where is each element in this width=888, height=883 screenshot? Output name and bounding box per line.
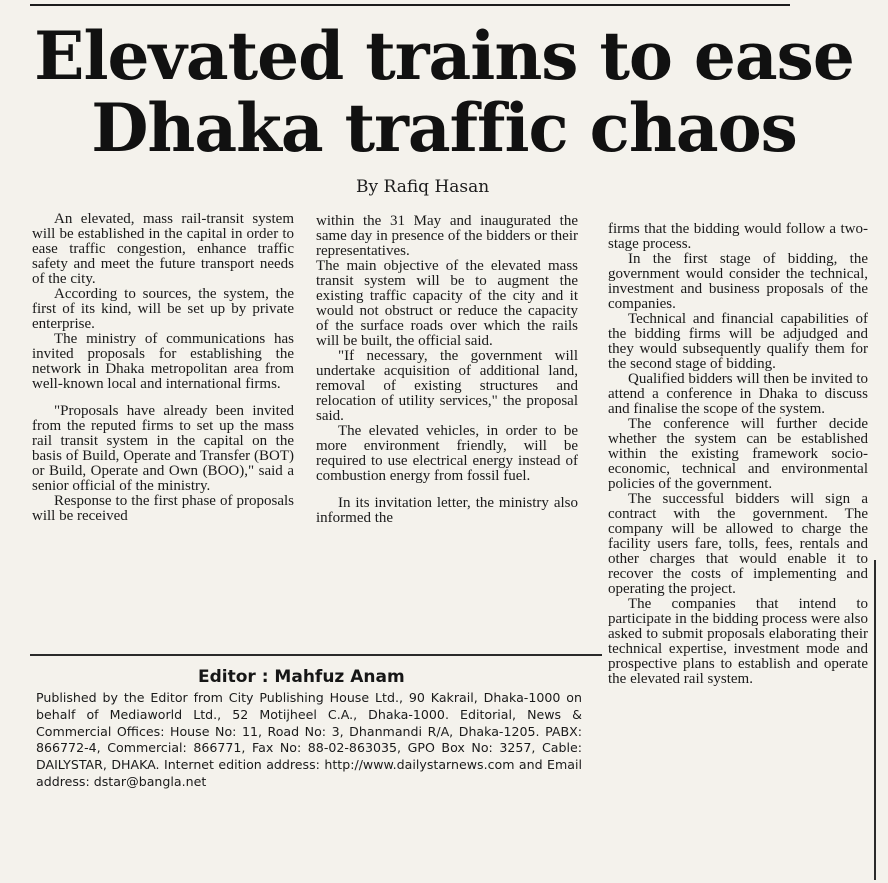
- article-column-3: [608, 222, 868, 687]
- paragraph: "If necessary, the government will undertake acquisition of additional land, removal of existing structures and relocation of utility services," the proposal said.: [316, 348, 578, 424]
- paragraph: The elevated vehicles, in order to be more environment friendly, will be required to use electrical energy instead of combustion energy from fossil fuel.: [316, 423, 578, 484]
- paragraph: The companies that intend to participate in the bidding process were also asked to submit proposals elaborating their technical expertise, investment mode and prospective plans to establish and operate the elevated rail system.: [608, 596, 868, 687]
- editor-name: Editor : Mahfuz Anam: [198, 667, 405, 687]
- paragraph: In its invitation letter, the ministry also informed the: [316, 495, 578, 526]
- paragraph: Response to the first phase of proposals will be received: [32, 493, 294, 524]
- article-column-2: [316, 214, 578, 526]
- publication-imprint: Published by the Editor from City Publishing House Ltd., 90 Kakrail, Dhaka-1000 on behalf of Mediaworld Ltd., 52 Motijheel C.A., Dhaka-1000. Editorial, News & Commercial Offices: House No: 11, Road No: 3, Dhanmandi R/A, Dhaka-1205. PABX: 866772-4, Commercial: 866771, Fax No: 88-02-863035, GPO Box No: 3257, Cable: DAILYSTAR, DHAKA. Internet edition address: http://www.dailystarnews.com and Email address: dstar@bangla.net: [36, 690, 582, 789]
- paragraph: firms that the bidding would follow a two-stage process.: [608, 221, 868, 252]
- paragraph: The successful bidders will sign a contract with the government. The company will be allowed to charge the facility users fare, tolls, fees, rentals and other charges that would enable it to recover the costs of implementing and operating the project.: [608, 491, 868, 597]
- paragraph: within the 31 May and inaugurated the same day in presence of the bidders or their representatives.: [316, 213, 578, 259]
- headline-line-1: Elevated trains to ease: [34, 17, 854, 95]
- paragraph: Qualified bidders will then be invited to attend a conference in Dhaka to discuss and finalise the scope of the system.: [608, 371, 868, 417]
- article-column-1: [32, 212, 294, 524]
- imprint-divider: [30, 654, 602, 656]
- paragraph: The conference will further decide whether the system can be established within the existing framework socio-economic, technical and environmental policies of the government.: [608, 416, 868, 492]
- right-edge-rule: [874, 560, 876, 880]
- paragraph: An elevated, mass rail-transit system will be established in the capital in order to ease traffic congestion, enhance traffic safety and meet the future transport needs of the city.: [32, 211, 294, 287]
- paragraph: Technical and financial capabilities of the bidding firms will be adjudged and they would subsequently qualify them for the second stage of bidding.: [608, 311, 868, 372]
- headline: [0, 17, 888, 167]
- paragraph: According to sources, the system, the first of its kind, will be set up by private enterprise.: [32, 286, 294, 332]
- paragraph: "Proposals have already been invited from the reputed firms to set up the mass rail transit system in the capital on the basis of Build, Operate and Transfer (BOT) or Build, Operate and Own (BOO)," said a senior official of the ministry.: [32, 403, 294, 494]
- byline: By Rafiq Hasan: [356, 177, 490, 197]
- top-rule: [30, 4, 790, 6]
- paragraph: The ministry of communications has invited proposals for establishing the network in Dhaka metropolitan area from well-known local and international firms.: [32, 331, 294, 392]
- paragraph: The main objective of the elevated mass transit system will be to augment the existing traffic capacity of the city and it would not obstruct or reduce the capacity of the surface roads over which the rails will be built, the official said.: [316, 258, 578, 349]
- paragraph: In the first stage of bidding, the government would consider the technical, investment and business proposals of the companies.: [608, 251, 868, 312]
- headline-line-2: Dhaka traffic chaos: [91, 89, 797, 167]
